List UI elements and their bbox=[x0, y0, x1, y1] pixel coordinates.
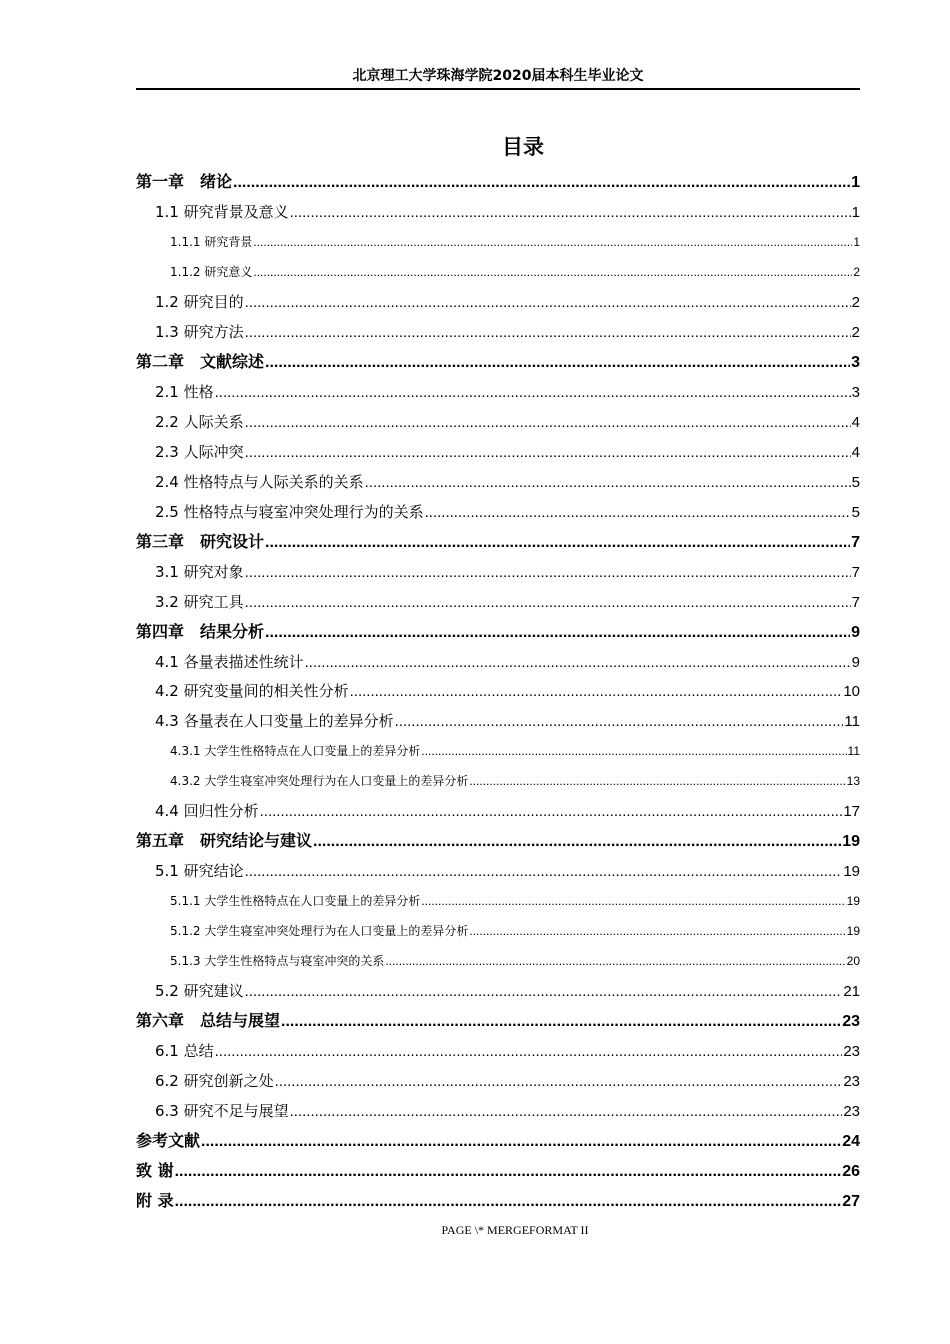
toc-entry-label: 5.1.1 大学生性格特点在人口变量上的差异分析 bbox=[170, 894, 421, 908]
toc-entry[interactable] bbox=[136, 743, 860, 759]
toc-entry-label: 第五章 研究结论与建议 bbox=[136, 831, 313, 850]
toc-entry[interactable] bbox=[136, 773, 860, 789]
page-header: 北京理工大学珠海学院2020届本科生毕业论文 bbox=[352, 68, 644, 84]
toc-entry-page-number: 4 bbox=[851, 414, 860, 431]
toc-entry-page-number: 10 bbox=[843, 683, 860, 700]
toc-entry-label: 1.1.2 研究意义 bbox=[170, 265, 253, 279]
dot-leader bbox=[290, 203, 851, 223]
toc-entry-page-number: 11 bbox=[847, 744, 860, 758]
dot-leader bbox=[265, 623, 850, 643]
toc-entry[interactable] bbox=[136, 562, 860, 583]
toc-entry-label: 5.1.3 大学生性格特点与寝室冲突的关系 bbox=[170, 954, 385, 968]
toc-entry[interactable] bbox=[136, 1101, 860, 1122]
toc-entry-page-number: 21 bbox=[843, 983, 860, 1000]
toc-entry[interactable] bbox=[136, 801, 860, 822]
toc-entry-page-number: 7 bbox=[851, 594, 860, 611]
dot-leader bbox=[385, 953, 845, 969]
toc-entry-page-number: 3 bbox=[851, 384, 860, 401]
toc-entry-page-number: 19 bbox=[843, 863, 860, 880]
toc-entry-page-number: 27 bbox=[842, 1193, 860, 1210]
toc-entry-label: 参考文献 bbox=[136, 1131, 201, 1150]
dot-leader bbox=[233, 173, 850, 193]
toc-entry-page-number: 4 bbox=[851, 444, 860, 461]
toc-entry[interactable] bbox=[136, 472, 860, 493]
dot-leader bbox=[253, 234, 852, 250]
toc-entry-label: 6.2 研究创新之处 bbox=[155, 1072, 274, 1090]
toc-entry-label: 2.1 性格 bbox=[155, 383, 214, 401]
dot-leader bbox=[215, 1042, 843, 1062]
dot-leader bbox=[245, 293, 851, 313]
toc-entry[interactable] bbox=[136, 1161, 860, 1182]
toc-entry[interactable] bbox=[136, 592, 860, 613]
toc-entry-page-number: 1 bbox=[851, 204, 860, 221]
dot-leader bbox=[469, 773, 845, 789]
toc-entry[interactable] bbox=[136, 652, 860, 673]
toc-entry-label: 4.1 各量表描述性统计 bbox=[155, 653, 304, 671]
toc-entry-label: 2.4 性格特点与人际关系的关系 bbox=[155, 473, 364, 491]
dot-leader bbox=[395, 712, 844, 732]
dot-leader bbox=[245, 443, 851, 463]
toc-title: 目录 bbox=[502, 135, 544, 159]
dot-leader bbox=[265, 533, 850, 553]
header-rule bbox=[136, 88, 860, 90]
dot-leader bbox=[365, 473, 851, 493]
toc-entry-label: 4.3 各量表在人口变量上的差异分析 bbox=[155, 712, 394, 730]
toc-entry[interactable] bbox=[136, 711, 860, 732]
toc-entry-page-number: 19 bbox=[846, 924, 860, 938]
toc-entry-label: 4.3.2 大学生寝室冲突处理行为在人口变量上的差异分析 bbox=[170, 774, 469, 788]
toc-entry-page-number: 1 bbox=[853, 235, 860, 249]
toc-entry-page-number: 11 bbox=[844, 713, 860, 730]
toc-entry-page-number: 3 bbox=[851, 354, 860, 371]
toc-entry-label: 4.4 回归性分析 bbox=[155, 802, 259, 820]
dot-leader bbox=[305, 653, 851, 673]
toc-entry[interactable] bbox=[136, 382, 860, 403]
toc-entry-label: 2.2 人际关系 bbox=[155, 413, 244, 431]
toc-entry-label: 第三章 研究设计 bbox=[136, 532, 265, 551]
toc-entry[interactable] bbox=[136, 412, 860, 433]
dot-leader bbox=[350, 682, 843, 702]
toc-entry[interactable] bbox=[136, 1131, 860, 1152]
toc-entry-label: 4.2 研究变量间的相关性分析 bbox=[155, 682, 349, 700]
dot-leader bbox=[290, 1102, 843, 1122]
toc-entry-label: 4.3.1 大学生性格特点在人口变量上的差异分析 bbox=[170, 744, 421, 758]
toc-entry-page-number: 17 bbox=[843, 803, 860, 820]
dot-leader bbox=[253, 264, 852, 280]
dot-leader bbox=[265, 353, 850, 373]
dot-leader bbox=[281, 1012, 841, 1032]
toc-entry-page-number: 7 bbox=[851, 534, 860, 551]
toc-entry-page-number: 19 bbox=[842, 833, 860, 850]
toc-entry-page-number: 9 bbox=[851, 654, 860, 671]
toc-entry[interactable] bbox=[136, 893, 860, 909]
toc-entry-label: 1.2 研究目的 bbox=[155, 293, 244, 311]
toc-entry-label: 致 谢 bbox=[136, 1161, 174, 1180]
toc-entry[interactable] bbox=[136, 1041, 860, 1062]
dot-leader bbox=[421, 893, 845, 909]
toc-entry-page-number: 20 bbox=[846, 954, 860, 968]
toc-entry[interactable] bbox=[136, 202, 860, 223]
toc-entry[interactable] bbox=[136, 264, 860, 280]
dot-leader bbox=[313, 832, 841, 852]
toc-entry[interactable] bbox=[136, 831, 860, 852]
dot-leader bbox=[215, 383, 851, 403]
toc-entry[interactable] bbox=[136, 1011, 860, 1032]
toc-entry-page-number: 9 bbox=[851, 624, 860, 641]
toc-entry[interactable] bbox=[136, 352, 860, 373]
toc-entry-label: 1.3 研究方法 bbox=[155, 323, 244, 341]
toc-entry[interactable] bbox=[136, 1191, 860, 1212]
toc-entry-label: 5.1.2 大学生寝室冲突处理行为在人口变量上的差异分析 bbox=[170, 924, 469, 938]
dot-leader bbox=[245, 563, 851, 583]
toc-entry-label: 3.1 研究对象 bbox=[155, 563, 244, 581]
toc-entry-page-number: 23 bbox=[843, 1073, 860, 1090]
toc-entry-label: 2.3 人际冲突 bbox=[155, 443, 244, 461]
dot-leader bbox=[425, 503, 851, 523]
toc-entry-page-number: 23 bbox=[843, 1043, 860, 1060]
toc-entry-label: 2.5 性格特点与寝室冲突处理行为的关系 bbox=[155, 503, 424, 521]
toc-entry-page-number: 7 bbox=[851, 564, 860, 581]
dot-leader bbox=[275, 1072, 843, 1092]
toc-entry-page-number: 2 bbox=[851, 324, 860, 341]
dot-leader bbox=[175, 1192, 842, 1212]
toc-entry[interactable] bbox=[136, 861, 860, 882]
toc-entry-label: 1.1 研究背景及意义 bbox=[155, 203, 289, 221]
toc-entry[interactable] bbox=[136, 502, 860, 523]
toc-entry[interactable] bbox=[136, 622, 860, 643]
toc-entry-page-number: 23 bbox=[843, 1103, 860, 1120]
toc-entry[interactable] bbox=[136, 681, 860, 702]
toc-entry-label: 附 录 bbox=[136, 1191, 174, 1210]
toc-entry[interactable] bbox=[136, 322, 860, 343]
toc-entry[interactable] bbox=[136, 234, 860, 250]
toc-entry-label: 第四章 结果分析 bbox=[136, 622, 265, 641]
toc-entry-page-number: 2 bbox=[853, 265, 860, 279]
toc-entry-page-number: 26 bbox=[842, 1163, 860, 1180]
page-footer-field: PAGE \* MERGEFORMAT II bbox=[441, 1223, 589, 1237]
toc-entry-label: 3.2 研究工具 bbox=[155, 593, 244, 611]
toc-entry-label: 第六章 总结与展望 bbox=[136, 1011, 281, 1030]
dot-leader bbox=[245, 862, 843, 882]
toc-entry[interactable] bbox=[136, 923, 860, 939]
dot-leader bbox=[175, 1162, 842, 1182]
toc-entry-label: 6.1 总结 bbox=[155, 1042, 214, 1060]
toc-entry-label: 5.1 研究结论 bbox=[155, 862, 244, 880]
toc-entry-page-number: 1 bbox=[851, 174, 860, 191]
dot-leader bbox=[260, 802, 843, 822]
toc-entry[interactable] bbox=[136, 532, 860, 553]
toc-entry[interactable] bbox=[136, 442, 860, 463]
toc-entry-label: 1.1.1 研究背景 bbox=[170, 235, 253, 249]
toc-entry-page-number: 13 bbox=[846, 774, 860, 788]
dot-leader bbox=[201, 1132, 841, 1152]
toc-entry-label: 第二章 文献综述 bbox=[136, 352, 265, 371]
dot-leader bbox=[245, 323, 851, 343]
dot-leader bbox=[421, 743, 846, 759]
toc-entry-page-number: 5 bbox=[851, 474, 860, 491]
dot-leader bbox=[245, 593, 851, 613]
toc-entry-page-number: 5 bbox=[851, 504, 860, 521]
toc-entry[interactable] bbox=[136, 292, 860, 313]
toc-entry-page-number: 2 bbox=[851, 294, 860, 311]
dot-leader bbox=[245, 413, 851, 433]
toc-entry-label: 6.3 研究不足与展望 bbox=[155, 1102, 289, 1120]
toc-entry[interactable] bbox=[136, 981, 860, 1002]
toc-entry-page-number: 19 bbox=[846, 894, 860, 908]
toc-entry-label: 5.2 研究建议 bbox=[155, 982, 244, 1000]
dot-leader bbox=[469, 923, 845, 939]
toc-entry-page-number: 23 bbox=[842, 1013, 860, 1030]
toc-entry-page-number: 24 bbox=[842, 1133, 860, 1150]
dot-leader bbox=[245, 982, 843, 1002]
toc-entry[interactable] bbox=[136, 1071, 860, 1092]
toc-entry[interactable] bbox=[136, 172, 860, 193]
toc-entry-label: 第一章 绪论 bbox=[136, 172, 233, 191]
toc-entry[interactable] bbox=[136, 953, 860, 969]
